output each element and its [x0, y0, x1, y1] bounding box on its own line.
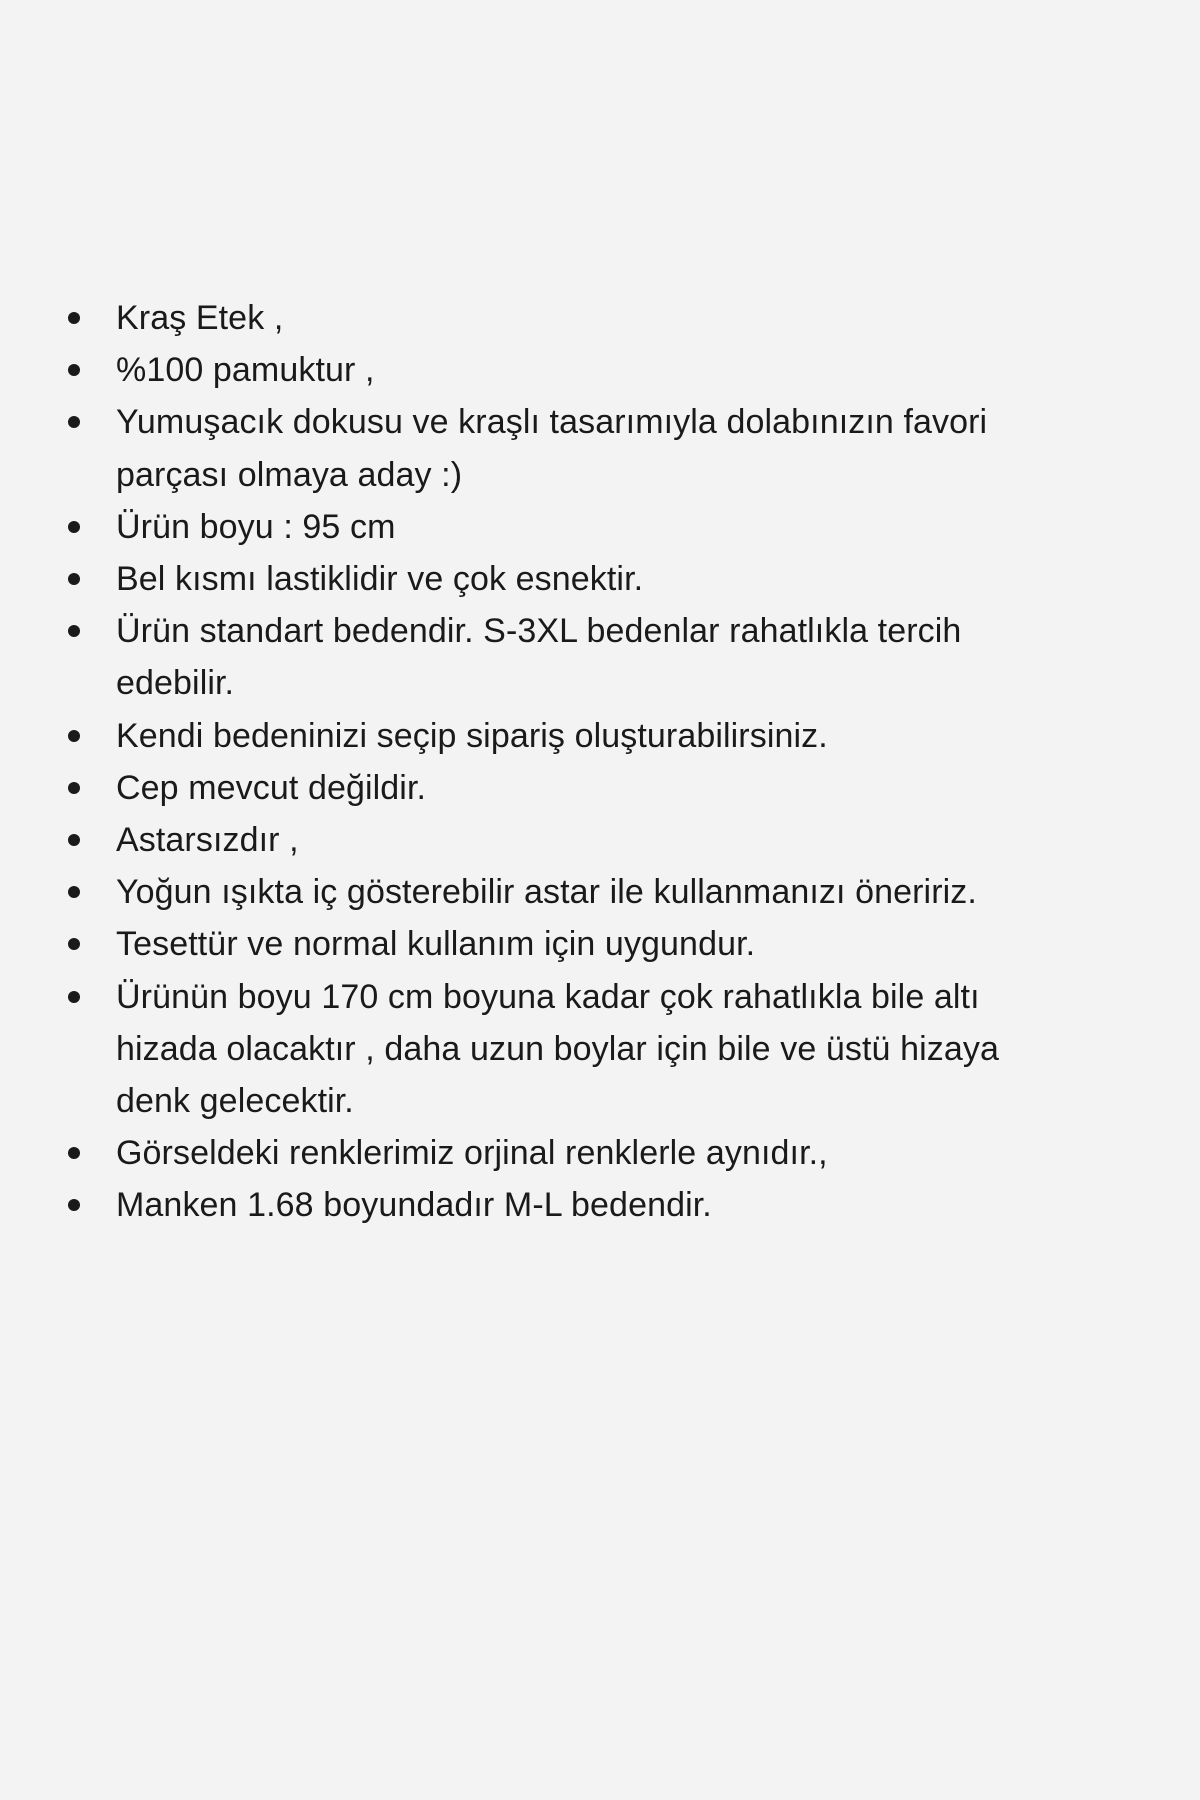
list-item-text: Cep mevcut değildir.: [116, 768, 427, 807]
bullet-icon: [68, 1199, 80, 1211]
list-item-text: Yumuşacık dokusu ve kraşlı tasarımıyla dolabınızın favori parçası olmaya aday :): [116, 403, 988, 494]
list-item-text: Görseldeki renklerimiz orjinal renklerle aynıdır.,: [116, 1134, 828, 1173]
list-item: [116, 605, 1006, 709]
list-item-text: Ürün boyu : 95 cm: [116, 507, 396, 546]
list-item: [116, 866, 1006, 918]
list-item-text: %100 pamuktur ,: [116, 351, 375, 390]
list-item: [116, 1127, 1006, 1179]
bullet-icon: [68, 782, 80, 794]
bullet-icon: [68, 834, 80, 846]
bullet-icon: [68, 1147, 80, 1159]
list-item-text: Ürün standart bedendir. S-3XL bedenlar rahatlıkla tercih edebilir.: [116, 612, 962, 703]
list-item-text: Manken 1.68 boyundadır M-L bedendir.: [116, 1186, 712, 1225]
product-description: [0, 292, 1045, 1232]
list-item: [116, 344, 1006, 396]
list-item: [116, 501, 1006, 553]
bullet-icon: [68, 573, 80, 585]
list-item-text: Ürünün boyu 170 cm boyuna kadar çok rahatlıkla bile altı hizada olacaktır , daha uzun boylar için bile ve üstü hizaya denk gelecektir.: [116, 977, 999, 1121]
bullet-icon: [68, 886, 80, 898]
bullet-icon: [68, 364, 80, 376]
bullet-icon: [68, 991, 80, 1003]
bullet-icon: [68, 416, 80, 428]
list-item: [116, 396, 1006, 500]
bullet-icon: [68, 625, 80, 637]
list-item: [116, 814, 1006, 866]
bullet-icon: [68, 312, 80, 324]
feature-list: [0, 292, 1006, 1232]
list-item-text: Kraş Etek ,: [116, 299, 284, 337]
list-item: [116, 762, 1006, 814]
list-item: [116, 710, 1006, 762]
bullet-icon: [68, 730, 80, 742]
list-item-text: Yoğun ışıkta iç gösterebilir astar ile kullanmanızı öneririz.: [116, 873, 977, 912]
list-item-text: Tesettür ve normal kullanım için uygundur.: [116, 925, 756, 964]
bullet-icon: [68, 521, 80, 533]
list-item: [116, 918, 1006, 970]
list-item: [116, 553, 1006, 605]
bullet-icon: [68, 938, 80, 950]
list-item: [116, 971, 1006, 1128]
list-item: [116, 292, 1006, 344]
list-item: [116, 1179, 1006, 1231]
list-item-text: Kendi bedeninizi seçip sipariş oluşturabilirsiniz.: [116, 716, 828, 755]
list-item-text: Astarsızdır ,: [116, 821, 299, 860]
list-item-text: Bel kısmı lastiklidir ve çok esnektir.: [116, 560, 644, 599]
